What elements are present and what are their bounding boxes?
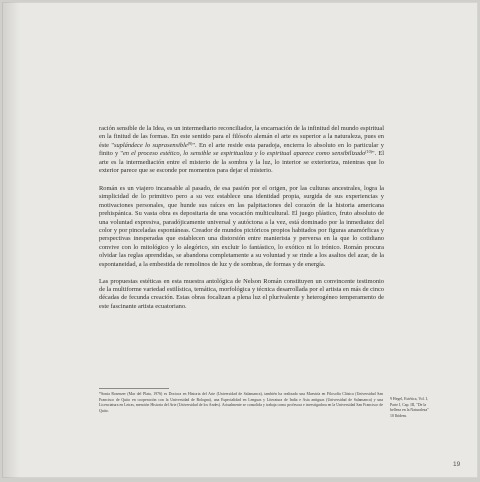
paragraph-1-text-c: ". El arte es la intermediación entre el misterio de la sombra y la luz, lo interior se exterioriza, mientras que lo exterior parece que se esconde por momentos para dejar el misterio. bbox=[99, 150, 384, 175]
paragraph-1 bbox=[99, 125, 384, 175]
paragraph-1-text-b: ". En el arte reside esta paradoja, encierra lo absoluto en lo particular y finito y " bbox=[99, 141, 384, 158]
footnote-divider bbox=[99, 388, 169, 389]
author-footnote: *Sonia Rosenzer (Mar del Plata, 1976) es Doctora en Historia del Arte (Universidad de Salamanca), también ha realizado una Maestría en Filosofía Clásica (Universidad San Francisco de Quito en cooperación con la Universidad de Bologna), una Especialidad en Lenguas y Literatura de India e Asia antiguas (Universidad de Salamanca) y una Licenciatura en Letras, mención Historia del Arte (Universidad de los Andes). Actualmente se consolida y trabaja como profesora e investigadora en la Universidad San Francisco de Quito. bbox=[99, 392, 383, 413]
paragraph-2: Román es un viajero incansable al pasado, de esa pasión por el origen, por las culturas ancestrales, logra la simplicidad de lo primitivo pero a su vez establece una identidad propia, surgida de sus experiencias y motivaciones personales, que hunde sus raíces en las palpitaciones del corazón de la historia americana prehispánica. Su vasta obra es depositaria de una vocación multicultural. El juego plástico, fruto absoluto de una voluntad expresiva, paradójicamente universal y autóctona a la vez, está dominado por la inmediatez del color y por pinceladas espontáneas. Creador de mundos pictóricos propios habitados por figuras anamórficas y perspectivas inesperadas que establecen una distorsión entre manierista y perversa en la que lo cotidiano convive con lo mitológico y lo alegórico, sin excluir lo fantástico, lo exótico ni lo irónico. Román procura olvidar las reglas aprendidas, se abandona completamente a su voluntad y se rinde a los asaltos del azar, de la espontaneidad, a la embestida de remolinos de luz y de sombras, de formas y de energía. bbox=[99, 184, 384, 268]
page-number: 19 bbox=[453, 461, 461, 468]
reference-notes: 9 Hegel, Estética, Vol. I, Parte I, Cap. III, "De la belleza en la Naturaleza" 10 Ibídem. bbox=[390, 397, 429, 418]
document-page bbox=[2, 2, 478, 478]
body-text bbox=[99, 125, 384, 320]
paragraph-3: Las propuestas estéticas en esta muestra antológica de Nelson Román constituyen un convincente testimonio de la multiforme variedad estilística, temática, morfológica y técnica desarrollada por el artista en más de cinco décadas de fecunda creación. Estas obras focalizan a plena luz el plurivalente y heterogéneo temperamento de este fascinante artista ecuatoriano. bbox=[99, 277, 384, 310]
paragraph-1-text-a: ración sensible de la Idea, es un intermediario reconciliador, la encarnación de la infinitud del mundo espiritual en la finitud de las formas. En este sentido para el filósofo alemán el arte es superior a la naturaleza, pues en éste " bbox=[99, 125, 384, 149]
footnote-ref-9: (9) bbox=[187, 140, 193, 146]
binding-shadow bbox=[2, 2, 20, 478]
paragraph-1-quote-1: suplándece lo suprasensible bbox=[113, 141, 188, 149]
paragraph-1-quote-2: en el proceso estético, lo sensible se espiritualiza y lo espiritual aparece como sensibilizado bbox=[122, 150, 366, 158]
footnote-ref-10: (10) bbox=[365, 149, 372, 155]
